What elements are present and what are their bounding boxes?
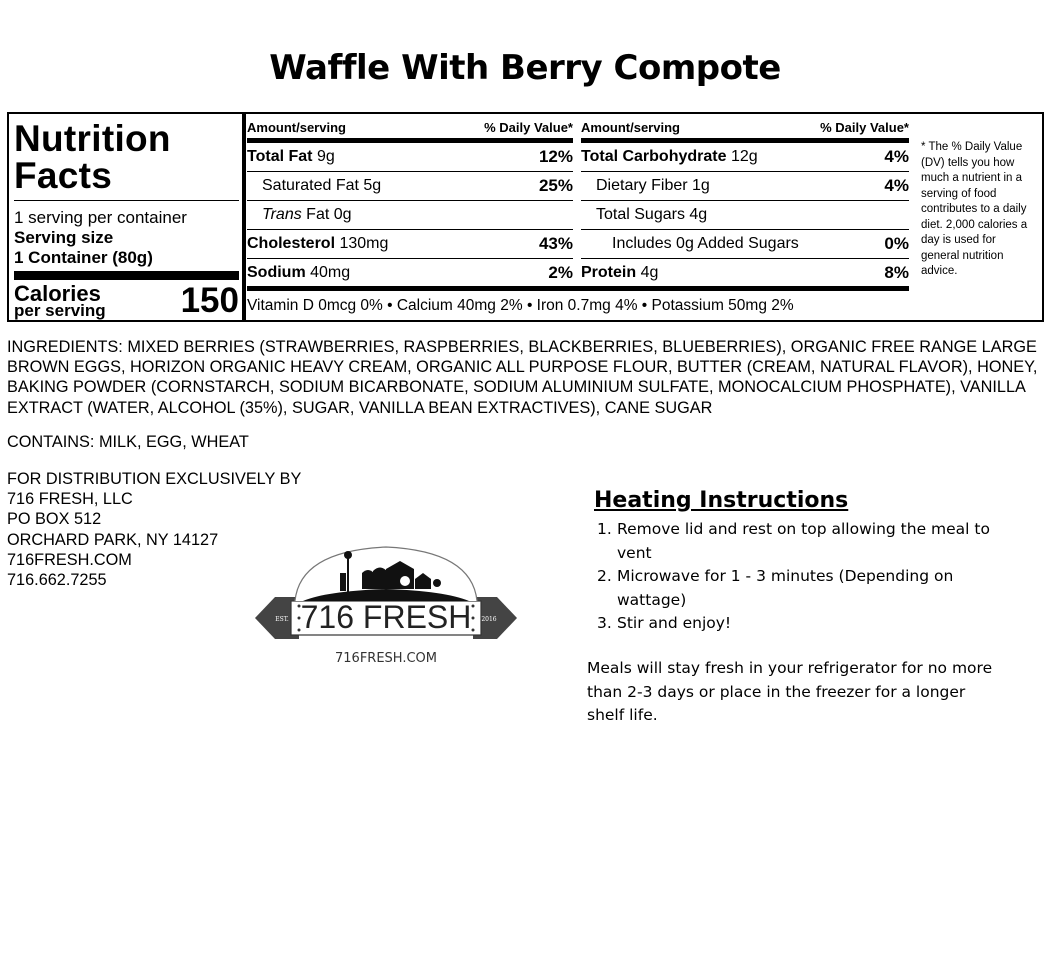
- nutrient-name: Total Fat: [247, 148, 313, 165]
- logo-est: EST.: [275, 616, 289, 623]
- nutrition-heading: Nutrition Facts: [14, 118, 171, 196]
- nutrient-row-saturated-fat: [247, 172, 573, 201]
- heating-step: [597, 612, 1007, 636]
- nutrition-facts-panel: [7, 112, 1044, 322]
- step-number: 2.: [597, 567, 612, 585]
- nutrient-dv: 25%: [538, 176, 573, 195]
- nutrient-amount: 1g: [692, 177, 710, 194]
- nutrient-dv: 8%: [884, 263, 909, 282]
- company-name: 716 FRESH, LLC: [7, 490, 133, 509]
- nutrient-amount: 4g: [640, 264, 659, 281]
- dv-header: % Daily Value*: [484, 120, 573, 135]
- logo-wordmark: 716 FRESH: [300, 599, 472, 635]
- nutrient-dv: 0%: [884, 234, 909, 253]
- allergens-text: CONTAINS: MILK, EGG, WHEAT: [7, 433, 249, 451]
- nutrient-name: Dietary Fiber: [596, 177, 688, 194]
- nutrient-name: Total Sugars: [596, 206, 685, 223]
- website-text: 716FRESH.COM: [7, 550, 132, 569]
- calories-value: 150: [180, 281, 239, 320]
- rule: [14, 271, 239, 280]
- amount-header: Amount/serving: [247, 120, 346, 135]
- page-title: Waffle With Berry Compote: [269, 48, 781, 88]
- column-header: [247, 120, 573, 137]
- nutrient-name: Total Carbohydrate: [581, 148, 727, 165]
- nutrient-name: Protein: [581, 264, 637, 281]
- nutrient-name: Saturated Fat: [262, 177, 359, 194]
- nutrient-amount: 12g: [730, 148, 758, 165]
- amount-header: Amount/serving: [581, 120, 680, 135]
- nutrient-row-dietary-fiber: [581, 172, 909, 201]
- nutrient-amount: Fat 0g: [306, 206, 352, 223]
- heating-step: [597, 518, 1007, 565]
- nutrient-column-left: [247, 120, 573, 288]
- nutrient-row-total-carbohydrate: [581, 143, 909, 172]
- serving-size-label: Serving size: [14, 228, 114, 247]
- address-line: ORCHARD PARK, NY 14127: [7, 530, 219, 549]
- column-header: [581, 120, 909, 137]
- step-text: Microwave for 1 - 3 minutes (Depending on wattage): [617, 567, 954, 609]
- heating-steps: [597, 518, 1007, 636]
- nutrient-row-trans-fat: [247, 201, 573, 230]
- address-line: PO BOX 512: [7, 510, 102, 529]
- nutrient-row-cholesterol: [247, 230, 573, 259]
- logo-url: 716FRESH.COM: [335, 651, 437, 666]
- nutrient-name: Cholesterol: [247, 235, 336, 252]
- nutrient-amount: 9g: [316, 148, 335, 165]
- storage-note: Meals will stay fresh in your refrigerator for no more than 2-3 days or place in the freezer for a longer shelf life.: [587, 659, 993, 724]
- nutrient-row-added-sugars: [581, 230, 909, 259]
- nutrition-summary: [14, 118, 239, 320]
- nutrient-dv: 12%: [538, 147, 573, 166]
- nutrient-row-protein: [581, 259, 909, 288]
- brand-logo: [255, 543, 517, 668]
- nutrient-name: Includes 0g Added Sugars: [612, 235, 799, 252]
- ingredients-text: INGREDIENTS: MIXED BERRIES (STRAWBERRIES, RASPBERRIES, BLACKBERRIES, BLUEBERRIES), ORGANIC FREE RANGE LARGE BROWN EGGS, HORIZON ORGANIC HEAVY CREAM, ORGANIC ALL PURPOSE FLOUR, BUTTER (CREAM, NATURAL FLAVOR), HONEY, BAKING POWDER (CORNSTARCH, SODIUM BICARBONATE, SODIUM ALUMINIUM SULFATE, MONOCALCIUM PHOSPHATE), VANILLA EXTRACT (WATER, ALCOHOL (35%), SUGAR, VANILLA BEAN EXTRACTIVES), CANE SUGAR: [7, 338, 1038, 417]
- step-text: Remove lid and rest on top allowing the meal to vent: [617, 520, 990, 562]
- dv-header: % Daily Value*: [820, 120, 909, 135]
- nutrient-dv: 4%: [884, 147, 909, 166]
- logo-year: 2016: [481, 616, 497, 623]
- nutrient-name: Trans: [262, 206, 302, 223]
- phone-text: 716.662.7255: [7, 571, 107, 590]
- nutrient-amount: 5g: [363, 177, 382, 194]
- vitamins-minerals: Vitamin D 0mcg 0% • Calcium 40mg 2% • Iron 0.7mg 4% • Potassium 50mg 2%: [247, 297, 794, 314]
- serving-size-value: 1 Container (80g): [14, 248, 153, 267]
- servings-per-container: 1 serving per container: [14, 208, 187, 227]
- heating-step: [597, 565, 1007, 612]
- step-number: 1.: [597, 520, 612, 538]
- nutrient-dv: 2%: [548, 263, 573, 282]
- rule: [14, 200, 239, 201]
- step-text: Stir and enjoy!: [617, 614, 732, 632]
- nutrient-name: Sodium: [247, 264, 306, 281]
- nutrient-row-total-fat: [247, 143, 573, 172]
- dv-footnote: * The % Daily Value (DV) tells you how much a nutrient in a serving of food contributes to a daily diet. 2,000 calories a day is used for general nutrition advice.: [921, 141, 1028, 277]
- nutrient-row-total-sugars: [581, 201, 909, 230]
- nutrient-amount: 130mg: [339, 235, 389, 252]
- calories-label: Calories: [14, 281, 101, 306]
- step-number: 3.: [597, 614, 612, 632]
- distribution-line: FOR DISTRIBUTION EXCLUSIVELY BY: [7, 470, 302, 488]
- rule: [247, 286, 909, 291]
- nutrient-dv: 43%: [538, 234, 573, 253]
- nutrient-column-right: [581, 120, 909, 288]
- nutrient-amount: 40mg: [310, 264, 351, 281]
- calories-block: [14, 281, 239, 320]
- nutrient-dv: 4%: [884, 176, 909, 195]
- heating-title: Heating Instructions: [594, 488, 849, 513]
- nutrient-row-sodium: [247, 259, 573, 288]
- nutrient-amount: 4g: [689, 206, 708, 223]
- divider: [242, 114, 246, 320]
- calories-sub: per serving: [14, 301, 106, 320]
